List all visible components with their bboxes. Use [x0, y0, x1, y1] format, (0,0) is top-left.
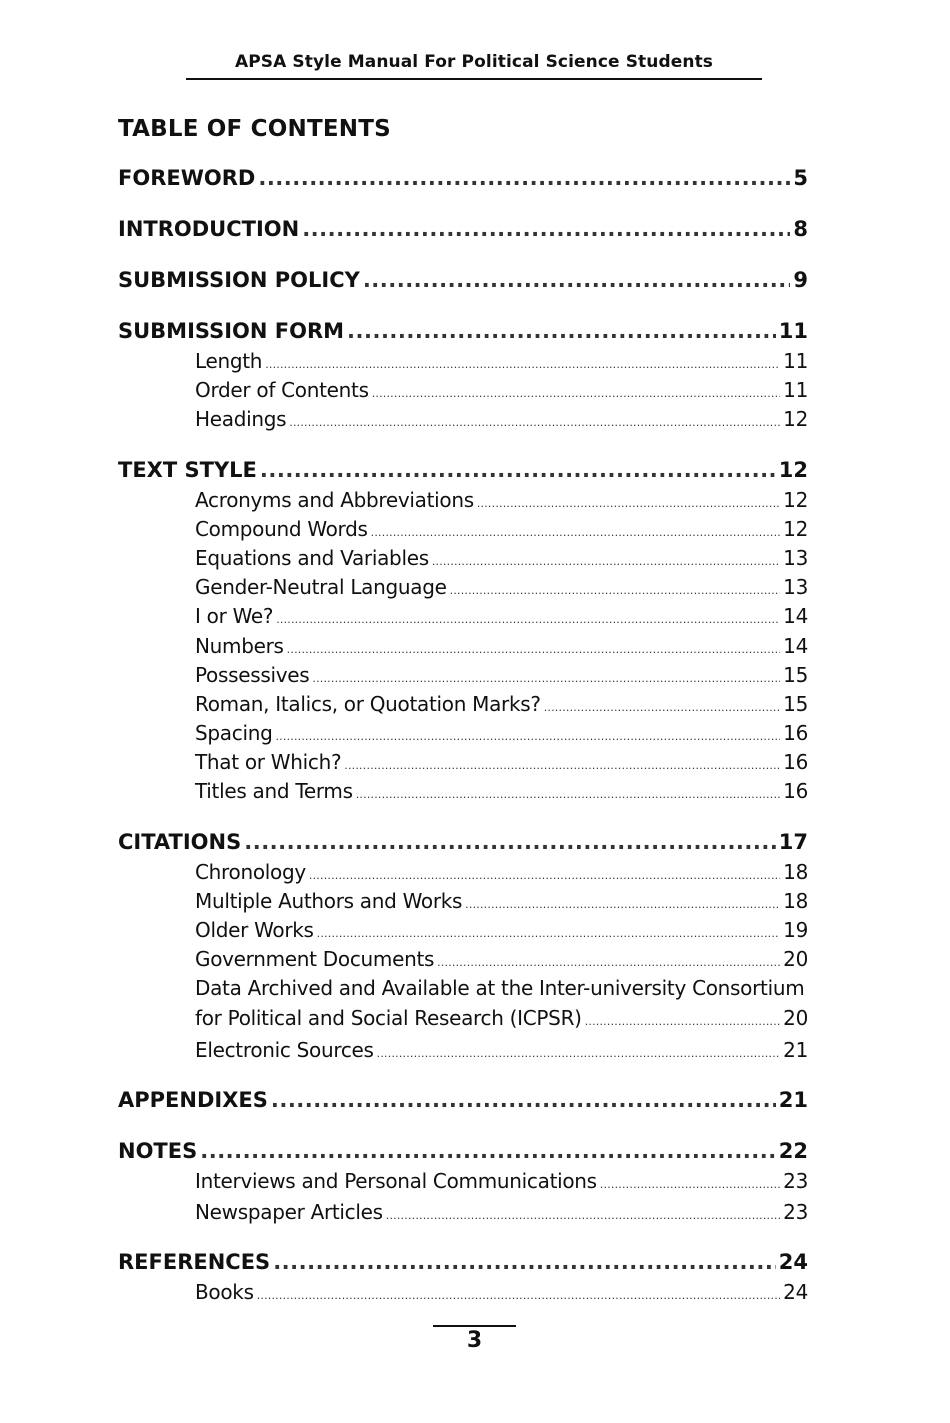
page-number: 3 [466, 1328, 483, 1353]
toc-heading: TABLE OF CONTENTS [118, 116, 391, 142]
leader-dots [363, 264, 791, 296]
leader-dots [302, 213, 790, 245]
toc-subentry-page: 16 [783, 779, 808, 804]
leader-dots [309, 861, 780, 890]
toc-section-submission-policy [118, 264, 808, 296]
toc-subentry[interactable] [195, 486, 808, 515]
toc-subentry[interactable] [195, 777, 808, 806]
toc-entry-page: 5 [793, 166, 808, 190]
toc-section-references [118, 1246, 808, 1307]
toc-subentry-label: Acronyms and Abbreviations [195, 487, 474, 512]
toc-subentry-label: Numbers [195, 633, 284, 658]
toc-subentry[interactable] [195, 1036, 808, 1065]
toc-subentry-label: for Political and Social Research (ICPSR) [195, 1005, 582, 1030]
leader-dots [273, 1246, 776, 1278]
leader-dots [377, 1039, 780, 1068]
toc-section-text-style [118, 454, 808, 807]
toc-subentry-page: 12 [783, 487, 808, 512]
toc-subentry-label: Roman, Italics, or Quotation Marks? [195, 691, 541, 716]
toc-entry[interactable] [118, 264, 808, 296]
toc-subentry-page: 12 [783, 407, 808, 432]
toc-subentry-page: 13 [783, 575, 808, 600]
leader-dots [312, 664, 780, 693]
toc-subentry-label: Gender-Neutral Language [195, 575, 447, 600]
toc-subentry-page: 11 [783, 349, 808, 373]
leader-dots [271, 1084, 776, 1116]
toc-subentry-label: Electronic Sources [195, 1037, 374, 1062]
toc-subentry[interactable] [195, 515, 808, 544]
toc-subentry-page: 15 [783, 691, 808, 716]
toc-section-submission-form [118, 315, 808, 435]
toc-entry-page: 17 [778, 829, 808, 854]
toc-entry[interactable] [118, 1084, 808, 1116]
toc-subentry[interactable] [195, 376, 808, 405]
leader-dots [585, 1007, 780, 1036]
toc-subentry-label: Headings [195, 407, 287, 432]
toc-entry-page: 12 [778, 457, 808, 482]
toc-subentry-label: Order of Contents [195, 378, 369, 403]
toc-subentry-label: Equations and Variables [195, 545, 429, 570]
toc-entry-label: INTRODUCTION [118, 217, 300, 241]
toc-subentry[interactable] [195, 719, 808, 748]
toc-section-introduction [118, 213, 808, 245]
leader-dots [276, 605, 780, 634]
toc-subentry-page: 18 [783, 888, 808, 913]
toc-subentry[interactable] [195, 858, 808, 887]
toc-entry-page: 22 [778, 1138, 808, 1163]
toc-subentry-page: 16 [783, 721, 808, 746]
toc-subentry-label: I or We? [195, 604, 274, 629]
toc-subentry-page: 13 [783, 545, 808, 570]
toc-entry-label: SUBMISSION FORM [118, 319, 345, 343]
toc-subentry[interactable] [195, 1004, 808, 1033]
toc-subentry[interactable] [195, 661, 808, 690]
toc-entry[interactable] [118, 1135, 808, 1167]
toc-entry[interactable] [118, 826, 808, 858]
leader-dots [265, 350, 780, 379]
toc-entry[interactable] [118, 213, 808, 245]
toc-subentry-page: 14 [783, 604, 808, 629]
toc-subentry[interactable] [195, 1167, 808, 1196]
leader-dots [450, 576, 781, 605]
toc-subentry-label: Older Works [195, 918, 314, 942]
toc-subentry-page: 15 [783, 662, 808, 687]
toc-subentry-page: 19 [783, 918, 808, 942]
toc-entry[interactable] [118, 1246, 808, 1278]
leader-dots [287, 635, 780, 664]
toc-subentry[interactable] [195, 602, 808, 631]
toc-subentry-label: Government Documents [195, 947, 435, 972]
leader-dots [260, 454, 776, 486]
toc-subentry-page: 21 [783, 1037, 808, 1062]
leader-dots [600, 1170, 780, 1199]
leader-dots [432, 547, 780, 576]
toc-entry-page: 24 [778, 1250, 808, 1275]
toc-subentry-label: Newspaper Articles [195, 1200, 383, 1225]
toc-subentry-label: Spacing [195, 721, 273, 746]
toc-section-notes [118, 1135, 808, 1227]
toc-entry-label: REFERENCES [118, 1250, 271, 1275]
toc-subentry[interactable] [195, 347, 808, 376]
toc-entry-label: TEXT STYLE [118, 457, 257, 482]
toc-subentry[interactable] [195, 544, 808, 573]
leader-dots [244, 826, 776, 858]
leader-dots [317, 919, 780, 948]
leader-dots [275, 722, 780, 751]
toc-entry[interactable] [118, 315, 808, 347]
leader-dots [372, 379, 780, 408]
toc-subentry-label: Chronology [195, 859, 306, 884]
toc-subentry-page: 24 [783, 1280, 808, 1305]
toc-subentry-label: Possessives [195, 662, 310, 687]
leader-dots [386, 1201, 780, 1230]
footer-rule [433, 1325, 516, 1327]
toc-subentry-page: 20 [783, 1005, 808, 1030]
toc-subentry[interactable] [195, 1198, 808, 1227]
leader-dots [257, 1281, 780, 1310]
toc-entry-page: 8 [793, 217, 808, 241]
toc-subentry-label: Multiple Authors and Works [195, 888, 463, 913]
toc-entry[interactable] [118, 162, 808, 194]
toc-section-citations [118, 826, 808, 1065]
toc-subentry-page: 20 [783, 947, 808, 972]
toc-subentry-page: 14 [783, 633, 808, 658]
toc-subentry[interactable] [195, 945, 808, 974]
leader-dots [465, 890, 780, 919]
toc-subentry-page: 16 [783, 750, 808, 775]
toc-subentry-page: 23 [783, 1200, 808, 1225]
header-rule [186, 78, 762, 80]
toc-subentry[interactable] [195, 1278, 808, 1307]
toc-subentry[interactable] [195, 690, 808, 719]
toc-subentry-page: 23 [783, 1168, 808, 1193]
leader-dots [477, 489, 780, 518]
toc-subentry-label: That or Which? [195, 750, 342, 775]
toc-section-foreword [118, 162, 808, 194]
leader-dots [544, 693, 780, 722]
toc-section-appendixes [118, 1084, 808, 1116]
toc-entry-page: 11 [778, 319, 808, 343]
leader-dots [347, 315, 776, 347]
toc-subentry-label: Interviews and Personal Communications [195, 1168, 597, 1193]
toc-subentry[interactable] [195, 916, 808, 945]
table-of-contents [118, 162, 808, 1308]
running-title: APSA Style Manual For Political Science Students [234, 52, 714, 72]
toc-entry[interactable] [118, 454, 808, 486]
toc-subentry[interactable] [195, 748, 808, 777]
leader-dots [258, 162, 790, 194]
leader-dots [371, 518, 780, 547]
leader-dots [200, 1135, 776, 1167]
toc-entry-page: 9 [793, 268, 808, 292]
toc-entry-label: APPENDIXES [118, 1087, 268, 1112]
toc-entry-page: 21 [778, 1087, 808, 1112]
toc-entry-label: FOREWORD [118, 166, 256, 190]
toc-subentry-page: 11 [783, 378, 808, 403]
toc-entry-label: NOTES [118, 1138, 198, 1163]
leader-dots [289, 408, 780, 437]
toc-subentry-label: Compound Words [195, 516, 368, 541]
toc-subentry[interactable] [195, 573, 808, 602]
leader-dots [356, 780, 780, 809]
toc-subentry[interactable] [195, 405, 808, 434]
toc-subentry-label: Books [195, 1280, 254, 1305]
toc-entry-label: SUBMISSION POLICY [118, 268, 360, 292]
leader-dots [437, 948, 780, 977]
toc-subentry-label-line1[interactable]: Data Archived and Available at the Inter-university Consortium [195, 976, 805, 1001]
toc-subentry[interactable] [195, 632, 808, 661]
toc-subentry-page: 18 [783, 859, 808, 884]
toc-entry-label: CITATIONS [118, 829, 242, 854]
toc-subentry-label: Titles and Terms [195, 779, 353, 804]
toc-subentry[interactable] [195, 887, 808, 916]
leader-dots [344, 751, 780, 780]
toc-subentry-page: 12 [783, 516, 808, 541]
toc-subentry-label: Length [195, 349, 263, 373]
